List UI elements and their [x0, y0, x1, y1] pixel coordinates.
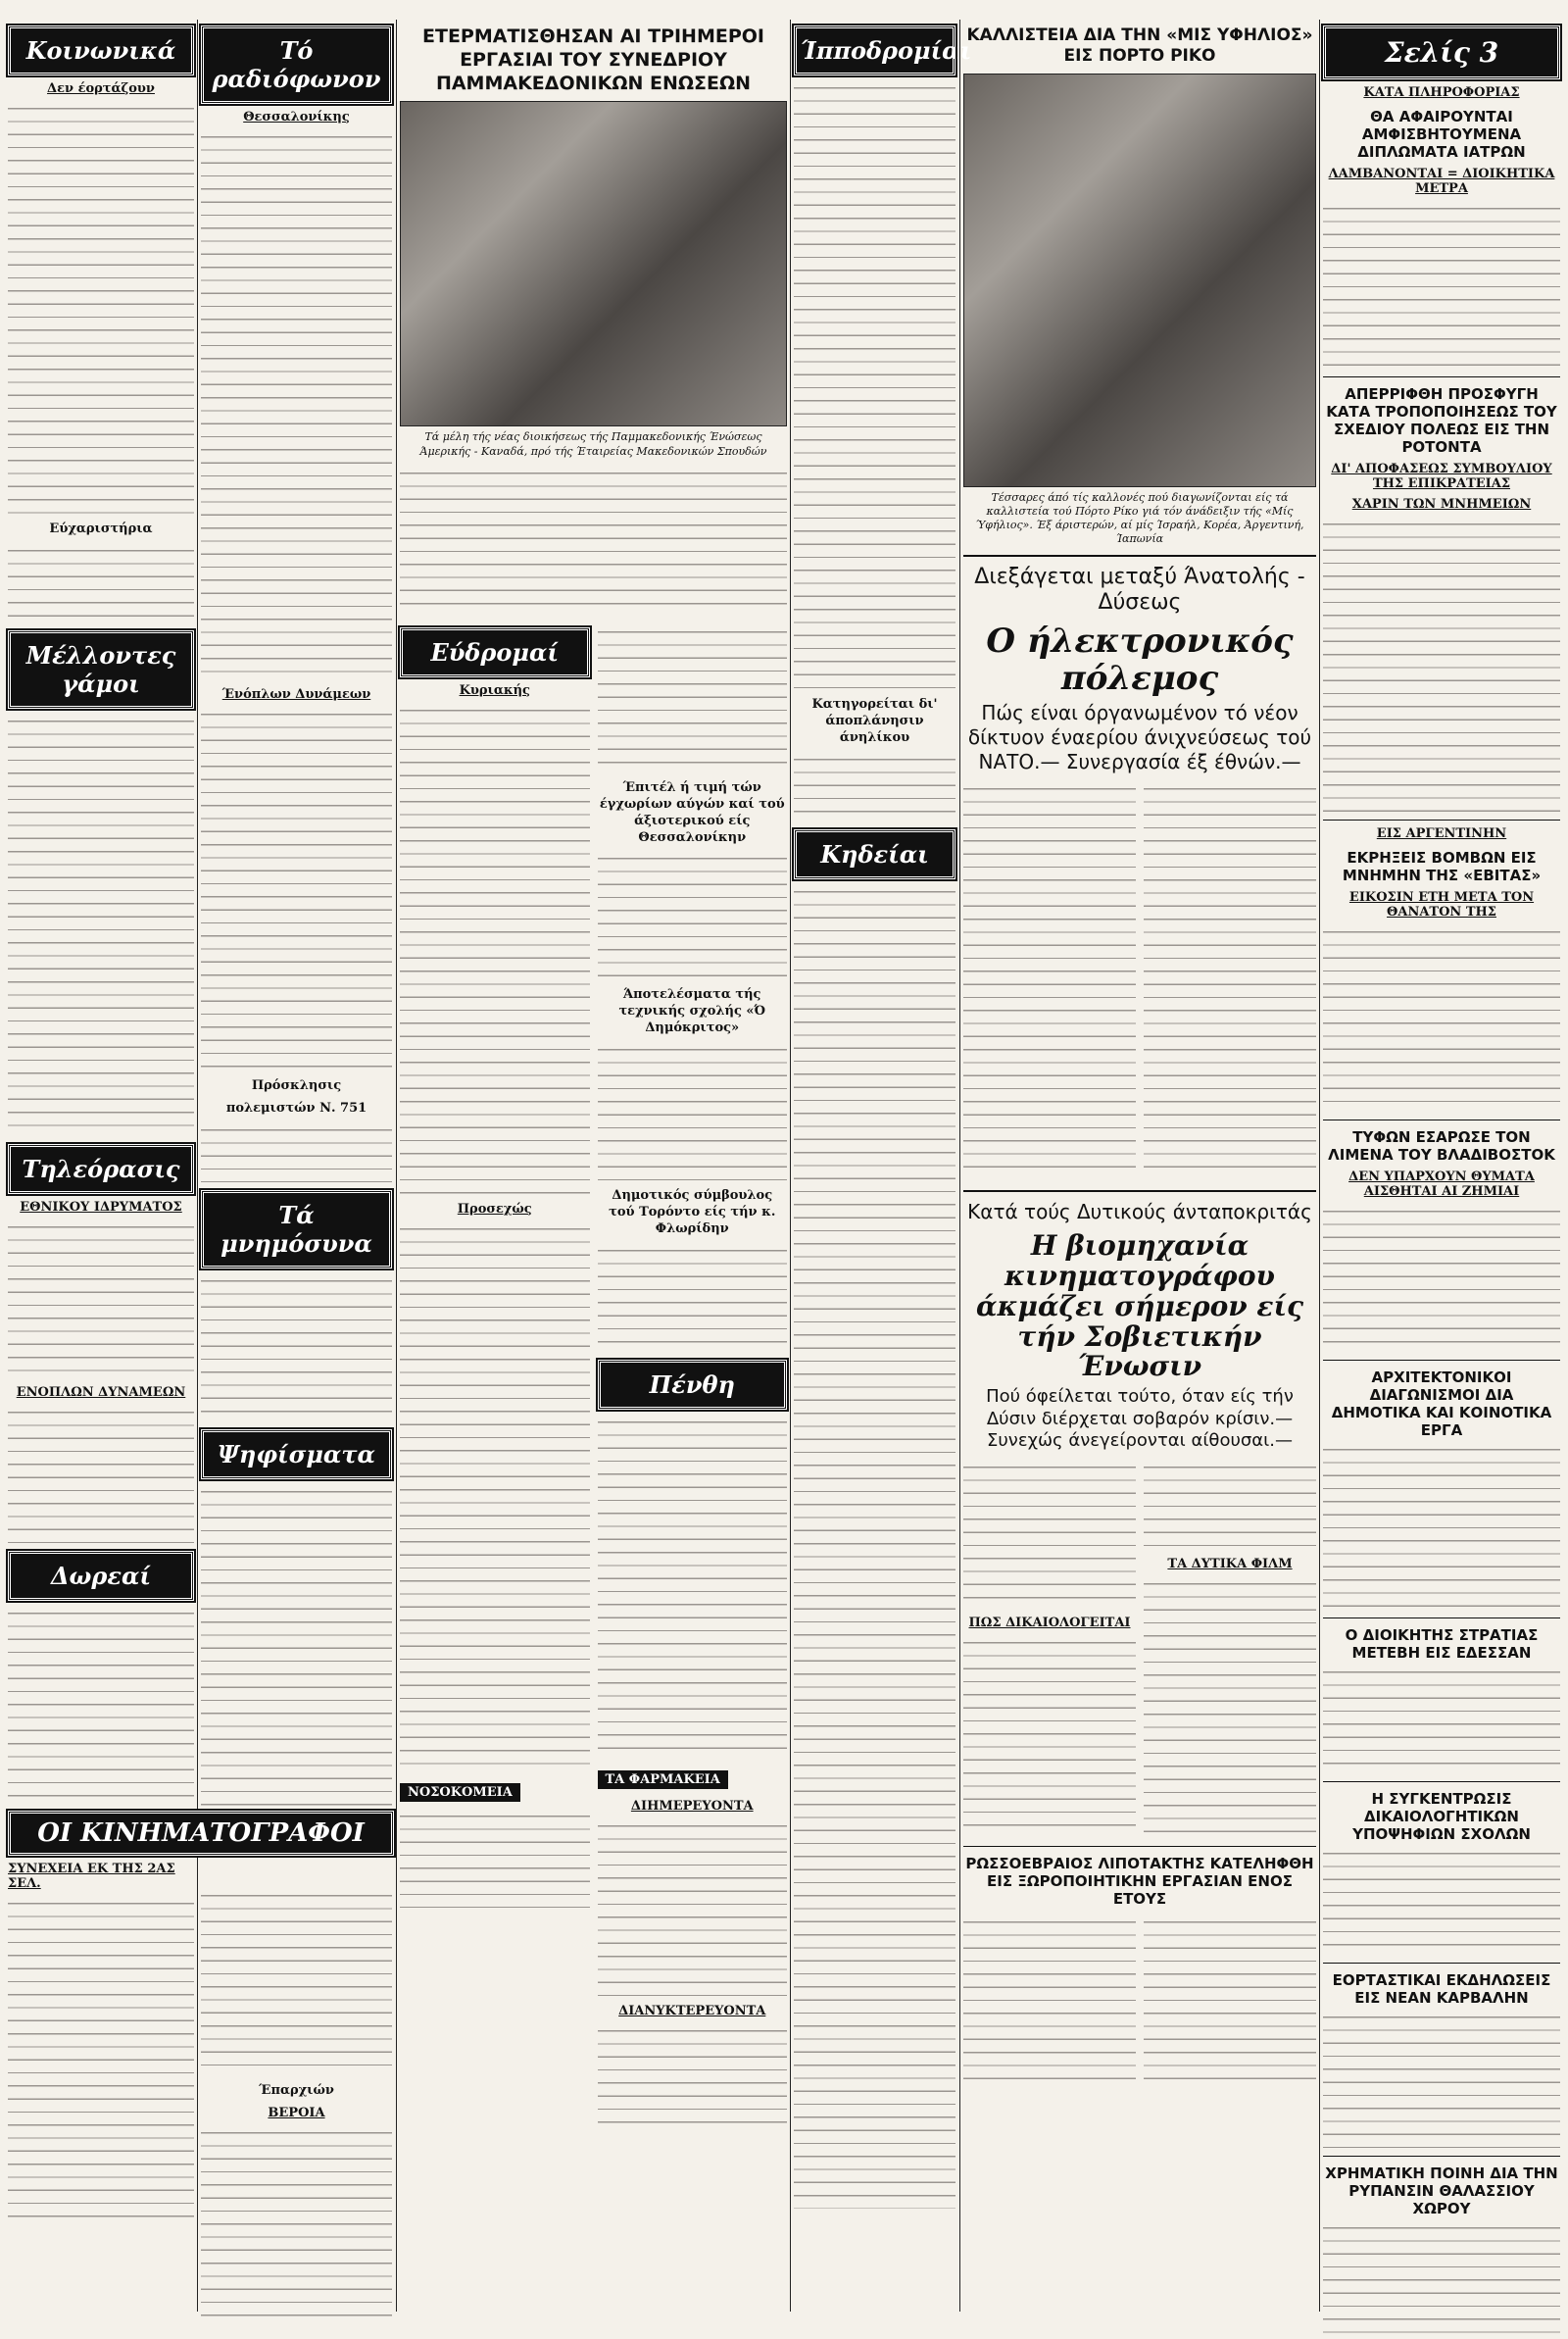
text-block — [201, 130, 392, 679]
text-block — [8, 715, 194, 1136]
h8-headline: Η ΣΥΓΚΕΝΤΡΩΣΙΣ ΔΙΚΑΙΟΛΟΓΗΤΙΚΩΝ ΥΠΟΨΗΦΙΩΝ ΣΧΟΛΩΝ — [1352, 1790, 1531, 1843]
memorials-heading: Τά μνημόσυνα — [201, 1190, 392, 1269]
miss-universe-photo — [963, 74, 1316, 487]
column-rule — [396, 20, 397, 2312]
h2-sub: ΔΙ' ΑΠΟΦΑΣΕΩΣ ΣΥΜΒΟΥΛΙΟΥ ΤΗΣ ΕΠΙΚΡΑΤΕΙΑΣ — [1331, 462, 1552, 491]
text-block — [8, 1220, 194, 1377]
eggs-price-head: Έπιτέλ ή τιμή τών έγχωρίων αύγών καί τού άξιοτερικού είς Θεσσαλονίκην — [599, 779, 785, 845]
invitation-sub: πολεμιστών Ν. 751 — [225, 1100, 368, 1116]
social-heading: Κοινωνικά — [8, 25, 194, 75]
weddings-heading: Μέλλοντες γάμοι — [8, 630, 194, 709]
divider — [963, 1846, 1316, 1847]
h6-headline: ΑΡΧΙΤΕΚΤΟΝΙΚΟΙ ΔΙΑΓΩΝΙΣΜΟΙ ΔΙΑ ΔΗΜΟΤΙΚΑ ΚΑΙ ΚΟΙΝΟΤΙΚΑ ΕΡΓΑ — [1331, 1369, 1552, 1439]
text-block — [1144, 782, 1316, 1174]
congress-photo — [400, 101, 787, 426]
h10-headline: ΧΡΗΜΑΤΙΚΗ ΠΟΙΝΗ ΔΙΑ ΤΗΝ ΡΥΠΑΝΣΙΝ ΘΑΛΑΣΣΙΟΥ ΧΩΡΟΥ — [1325, 2165, 1558, 2217]
h9-headline: ΕΟΡΤΑΣΤΙΚΑΙ ΕΚΔΗΛΩΣΕΙΣ ΕΙΣ ΝΕΑΝ ΚΑΡΒΑΛΗΝ — [1332, 1971, 1551, 2007]
donations-heading: Δωρεαί — [8, 1551, 194, 1601]
text-block — [1323, 202, 1560, 369]
e-war-sub: Πώς είναι όργανωμένον τό νέον δίκτυον έναερίου άνιχνεύσεως τού ΝΑΤΟ.— Συνεργασία έξ έθνών.— — [967, 701, 1312, 774]
text-block — [201, 1485, 392, 1809]
western-films-label: ΤΑ ΔΥΤΙΚΑ ΦΙΛΜ — [1167, 1556, 1293, 1571]
text-block — [201, 1123, 392, 1182]
pharmacies-label: ΤΑ ΦΑΡΜΑΚΕΙΑ — [598, 1770, 728, 1789]
deserter-headline: ΡΩΣΣΟΕΒΡΑΙΟΣ ΛΙΠΟΤΑΚΤΗΣ ΚΑΤΕΛΗΦΘΗ ΕΙΣ ΞΩΡΟΠΟΙΗΤΙΚΗΝ ΕΡΓΑΣΙΑΝ ΕΝΟΣ ΕΤΟΥΣ — [965, 1854, 1314, 1908]
e-war-kicker: Διεξάγεται μεταξύ Άνατολής - Δύσεως — [974, 564, 1305, 616]
text-block — [1323, 1666, 1560, 1773]
text-block — [8, 1406, 194, 1543]
text-block — [598, 2024, 788, 2132]
inner-left — [400, 622, 590, 2140]
divider — [1323, 820, 1560, 821]
tv-sub-ert: ΕΘΝΙΚΟΥ ΙΔΡΥΜΑΤΟΣ — [20, 1199, 182, 1215]
text-block — [201, 1274, 392, 1421]
cinemas-sub: ΣΥΝΕΧΕΙΑ ΕΚ ΤΗΣ 2ΑΣ ΣΕΛ. — [8, 1861, 175, 1891]
column-4 — [794, 20, 972, 2312]
regional-sub: ΒΕΡΟΙΑ — [268, 2105, 325, 2120]
text-block — [1144, 1461, 1316, 1549]
h7-headline: Ο ΔΙΟΙΚΗΤΗΣ ΣΤΡΑΤΙΑΣ ΜΕΤΕΒΗ ΕΙΣ ΕΔΕΣΣΑΝ — [1345, 1626, 1539, 1662]
inner-columns — [963, 1912, 1316, 2090]
pharm-day: ΔΙΗΜΕΡΕΥΟΝΤΑ — [630, 1798, 754, 1814]
h2-headline: ΑΠΕΡΡΙΦΘΗ ΠΡΟΣΦΥΓΗ ΚΑΤΑ ΤΡΟΠΟΠΟΙΗΣΕΩΣ ΤΟΥ ΣΧΕΔΙΟΥ ΠΟΛΕΩΣ ΕΙΣ ΤΗΝ ΡΟΤΟΝΤΑ — [1326, 385, 1557, 456]
text-block — [8, 1607, 194, 1803]
text-block — [400, 1810, 590, 1908]
miss-universe-headline: ΚΑΛΛΙΣΤΕΙΑ ΔΙΑ ΤΗΝ «ΜΙΣ ΥΦΗΛΙΟΣ» ΕΙΣ ΠΟΡΤΟ ΡΙΚΟ — [966, 25, 1313, 67]
text-block — [598, 852, 788, 979]
divider — [1323, 1781, 1560, 1782]
h1-kicker: ΚΑΤΑ ΠΛΗΡΟΦΟΡΙΑΣ — [1363, 85, 1520, 100]
divider — [1323, 376, 1560, 377]
accused-head: Κατηγορείται δι' άποπλάνησιν άνηλίκου — [811, 697, 938, 745]
h5-sub: ΔΕΝ ΥΠΑΡΧΟΥΝ ΘΥΜΑΤΑ ΑΙΣΘΗΤΑΙ ΑΙ ΖΗΜΙΑΙ — [1348, 1170, 1535, 1199]
text-block — [963, 1636, 1136, 1832]
text-block — [598, 1043, 788, 1180]
evdromai-heading: Εύδρομαί — [400, 627, 590, 677]
votes-heading: Ψηφίσματα — [201, 1429, 392, 1479]
cinemas-heading: ΟΙ ΚΙΝΗΜΑΤΟΓΡΑΦΟΙ — [8, 1811, 394, 1856]
divider — [1323, 1617, 1560, 1618]
h4-kicker: ΕΙΣ ΑΡΓΕΝΤΙΝΗΝ — [1376, 826, 1507, 841]
column-3 — [400, 20, 787, 2312]
h5-headline: ΤΥΦΩΝ ΕΣΑΡΩΣΕ ΤΟΝ ΛΙΜΕΝΑ ΤΟΥ ΒΛΑΔΙΒΟΣΤΟΚ — [1328, 1128, 1555, 1164]
text-block — [8, 544, 194, 622]
mourning-heading: Πένθη — [598, 1360, 788, 1410]
democritus-head: Άποτελέσματα τής τεχνικής σχολής «Ό Δημόκριτος» — [618, 987, 766, 1036]
spacer — [201, 1816, 392, 1885]
radio-heading: Τό ραδιόφωνον — [201, 25, 392, 104]
h1-sub: ΛΑΜΒΑΝΟΝΤΑΙ = ΔΙΟΙΚΗΤΙΚΑ ΜΕΤΡΑ — [1328, 167, 1555, 196]
column-6 — [1323, 20, 1560, 2312]
divider — [963, 1190, 1316, 1192]
text-block — [400, 704, 590, 1194]
h1-headline: ΘΑ ΑΦΑΙΡΟΥΝΤΑΙ ΑΜΦΙΣΒΗΤΟΥΜΕΝΑ ΔΙΠΛΩΜΑΤΑ ΙΑΤΡΩΝ — [1357, 108, 1526, 161]
h3-sub: ΧΑΡΙΝ ΤΩΝ ΜΝΗΜΕΙΩΝ — [1351, 497, 1532, 512]
text-block — [1323, 518, 1560, 812]
inner-columns — [963, 778, 1316, 1182]
nameday-label: Δεν έορτάζουν — [47, 81, 155, 96]
column-rule — [790, 20, 791, 2312]
text-block — [598, 625, 788, 772]
soviet-headline: Η βιομηχανία κινηματογράφου άκμάζει σήμερον είς τήν Σοβιετικήν Ένωσιν — [975, 1229, 1304, 1383]
text-block — [400, 467, 787, 614]
text-block — [1144, 1577, 1316, 1832]
text-block — [963, 1916, 1136, 2082]
divider — [1323, 2156, 1560, 2157]
text-block — [598, 1244, 788, 1352]
radio-sub-thessaloniki: Θεσσαλονίκης — [243, 110, 350, 124]
divider — [963, 555, 1316, 557]
inner-right — [1144, 1457, 1316, 1840]
soviet-kicker: Κατά τούς Δυτικούς άνταποκριτάς — [967, 1200, 1312, 1224]
h4-sub: ΕΙΚΟΣΙΝ ΕΤΗ ΜΕΤΑ ΤΟΝ ΘΑΝΑΤΟΝ ΤΗΣ — [1348, 890, 1535, 920]
column-rule — [197, 20, 198, 2312]
funerals-heading: Κηδείαι — [794, 829, 956, 879]
text-block — [794, 885, 956, 2209]
hippodrome-heading: Ίπποδρομίαι — [794, 25, 956, 75]
congress-headline: ΕΤΕΡΜΑΤΙΣΘΗΣΑΝ ΑΙ ΤΡΙΗΜΕΡΟΙ ΕΡΓΑΣΙΑΙ ΤΟΥ ΣΥΝΕΔΡΙΟΥ ΠΑΜΜΑΚΕΔΟΝΙΚΩΝ ΕΝΩΣΕΩΝ — [422, 25, 764, 94]
radio-sub-armed: Ένόπλων Δυνάμεων — [221, 687, 371, 702]
thanks-heading: Εύχαριστήρια — [49, 522, 153, 536]
divider — [1323, 1360, 1560, 1361]
text-block — [400, 1222, 590, 1771]
text-block — [201, 2126, 392, 2322]
sunday-label: Κυριακής — [459, 682, 530, 698]
text-block — [1323, 1205, 1560, 1352]
text-block — [201, 1889, 392, 2075]
text-block — [1323, 1443, 1560, 1610]
page-number-label: Σελίς 3 — [1323, 25, 1560, 79]
invitation-label: Πρόσκλησις — [251, 1078, 342, 1093]
text-block — [794, 753, 956, 821]
text-block — [1323, 925, 1560, 1112]
text-block — [8, 102, 194, 514]
tv-sub-yened: ΕΝΟΠΛΩΝ ΔΥΝΑΜΕΩΝ — [16, 1384, 186, 1400]
pharm-night: ΔΙΑΝΥΚΤΕΡΕΥΟΝΤΑ — [618, 2003, 766, 2018]
divider — [1323, 1963, 1560, 1964]
text-block — [1323, 1847, 1560, 1955]
h4-headline: ΕΚΡΗΞΕΙΣ ΒΟΜΒΩΝ ΕΙΣ ΜΝΗΜΗΝ ΤΗΣ «ΕΒΙΤΑΣ» — [1342, 849, 1542, 884]
text-block — [598, 1416, 788, 1759]
hospitals-label: ΝΟΣΟΚΟΜΕΙΑ — [400, 1783, 520, 1802]
text-block — [1323, 2221, 1560, 2339]
toronto-head: Δημοτικός σύμβουλος τού Τορόντο είς τήν κ. Φλωρίδην — [609, 1188, 776, 1236]
text-block — [1144, 1916, 1316, 2082]
column-rule — [959, 20, 960, 2312]
column-2 — [201, 20, 392, 2312]
text-block — [8, 1897, 194, 2220]
text-block — [598, 1819, 788, 1996]
text-block — [963, 782, 1136, 1174]
regional-label: Έπαρχιών — [259, 2082, 334, 2098]
e-war-headline: Ο ήλεκτρονικός πόλεμος — [986, 622, 1294, 698]
congress-caption: Τά μέλη τής νέας διοικήσεως τής Παμμακεδονικής Ένώσεως Άμερικής - Καναδά, πρό τής Έταιρείας Μακεδονικών Σπουδών — [419, 430, 767, 458]
inner-columns — [400, 622, 787, 2140]
text-block — [201, 708, 392, 1070]
column-5 — [963, 20, 1316, 2312]
soviet-sub: Πού όφείλεται τούτο, όταν είς τήν Δύσιν διέρχεται σοβαρόν κρίσιν.— Συνεχώς άνεγείρονται αίθουσαι.— — [986, 1386, 1294, 1452]
upcoming-label: Προσεχώς — [457, 1201, 532, 1217]
text-block — [794, 81, 956, 689]
column-rule — [1319, 20, 1320, 2312]
inner-left — [963, 1457, 1136, 1840]
text-block — [1323, 2011, 1560, 2148]
text-block — [963, 1461, 1136, 1608]
inner-right — [598, 622, 788, 2140]
tv-heading: Τηλεόρασις — [8, 1144, 194, 1194]
inner-columns — [963, 1457, 1316, 1840]
miss-universe-caption: Τέσσαρες άπό τίς καλλονές πού διαγωνίζονται είς τά καλλιστεία τού Πόρτο Ρίκο γιά τόν άνάδειξιν τής «Μίς Ύφήλιος». Έξ άριστερών, αί μίς Ίσραήλ, Κορέα, Άργεντινή, Ίαπωνία — [975, 490, 1304, 546]
why-label: ΠΩΣ ΔΙΚΑΙΟΛΟΓΕΙΤΑΙ — [968, 1615, 1131, 1630]
